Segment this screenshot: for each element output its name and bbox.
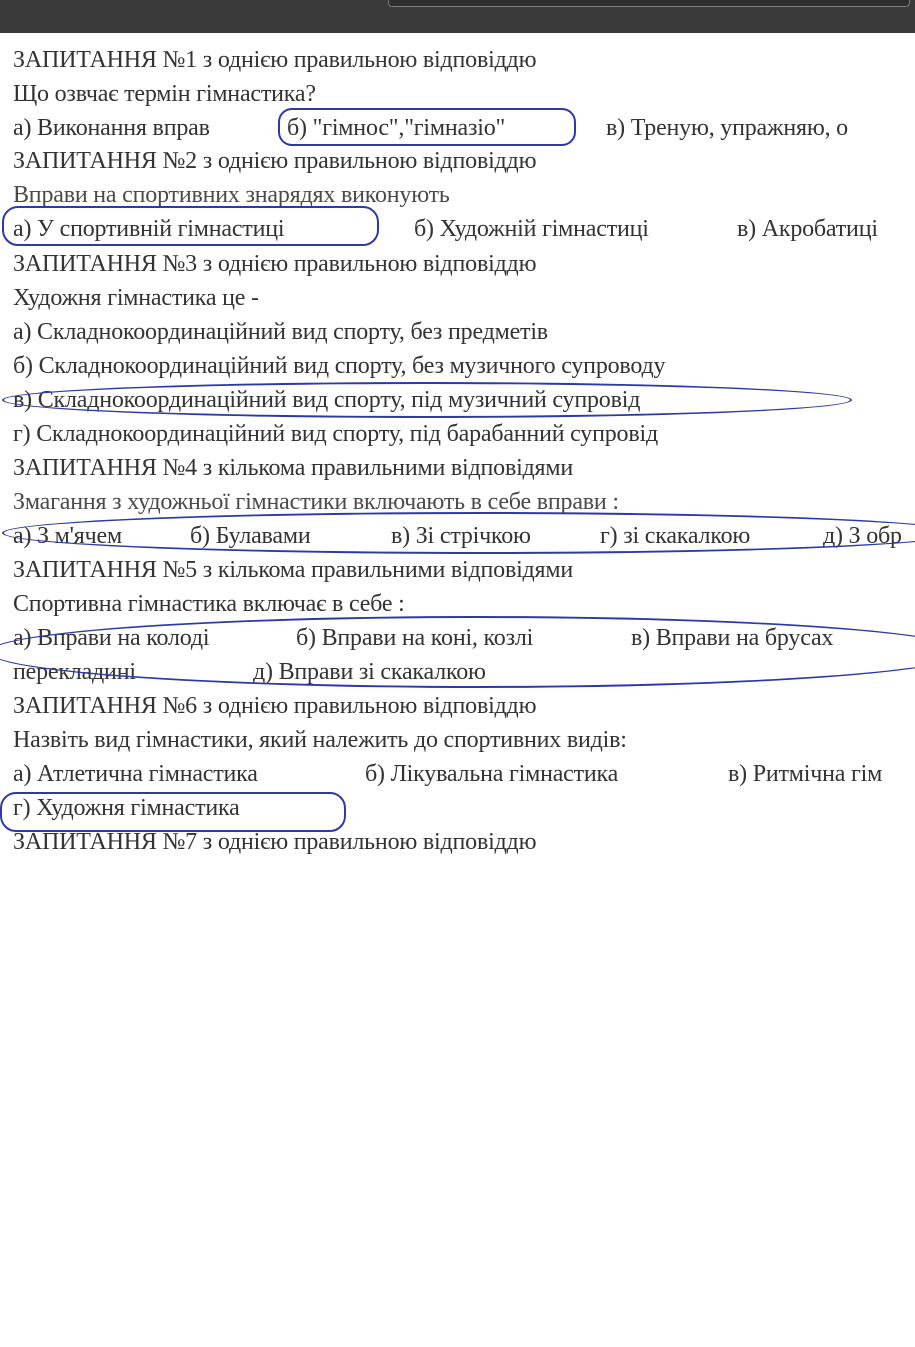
q3-option-b: б) Складнокоординаційний вид спорту, без музичного супроводу [13, 353, 666, 379]
q6-options [13, 758, 915, 790]
q3-text: Художня гімнастика це - [13, 285, 259, 311]
q3-answer-circle [2, 382, 852, 418]
q3-title: ЗАПИТАННЯ №3 з однією правильною відповіддю [13, 251, 537, 277]
q3-option-c: в) Складнокоординаційний вид спорту, під музичний супровід [13, 387, 641, 413]
q2-option-a: а) У спортивній гімнастиці [13, 216, 285, 242]
q4-option-e: д) З обр [823, 523, 902, 549]
q5-option-b: б) Вправи на коні, козлі [296, 625, 534, 651]
q4-option-d: г) зі скакалкою [600, 523, 751, 549]
q6-option-c: в) Ритмічна гім [728, 761, 883, 787]
q4-answer-circle [2, 512, 915, 554]
q4-text: Змагання з художньої гімнастики включають в себе вправи : [13, 489, 619, 515]
q2-text: Вправи на спортивних знарядях виконують [13, 182, 450, 208]
q6-option-b: б) Лікувальна гімнастика [365, 761, 619, 787]
q5-option-a: а) Вправи на колоді [13, 625, 210, 651]
q5-title: ЗАПИТАННЯ №5 з кількома правильними відповідями [13, 557, 574, 583]
q2-option-c: в) Акробатиці [737, 216, 878, 242]
q6-text: Назвіть вид гімнастики, який належить до спортивних видів: [13, 727, 627, 753]
q4-option-c: в) Зі стрічкою [391, 523, 531, 549]
q1-answer-circle [278, 108, 576, 146]
q6-title: ЗАПИТАННЯ №6 з однією правильною відповіддю [13, 693, 537, 719]
q4-option-b: б) Булавами [190, 523, 311, 549]
q5-answer-circle [0, 616, 915, 688]
q7-title: ЗАПИТАННЯ №7 з однією правильною відповіддю [13, 829, 537, 855]
q1-option-c: в) Треную, упражняю, о [606, 115, 848, 141]
q6-option-a: а) Атлетична гімнастика [13, 761, 258, 787]
q1-title: ЗАПИТАННЯ №1 з однією правильною відповіддю [13, 47, 537, 73]
q5-option-d: д) Вправи зі скакалкою [253, 659, 486, 685]
q2-answer-circle [2, 206, 379, 246]
q3-option-a: а) Складнокоординаційний вид спорту, без предметів [13, 319, 548, 345]
q6-option-d: г) Художня гімнастика [13, 795, 240, 821]
q5-option-c: в) Вправи на брусах [631, 625, 834, 651]
q3-option-d: г) Складнокоординаційний вид спорту, під барабанний супровід [13, 421, 658, 447]
q4-title: ЗАПИТАННЯ №4 з кількома правильними відповідями [13, 455, 574, 481]
q1-option-a: а) Виконання вправ [13, 115, 210, 141]
q1-option-b: б) "гімнос","гімназіо" [287, 115, 506, 141]
q5-option-g-cont: перекладині [13, 659, 136, 685]
q5-text: Спортивна гімнастика включає в себе : [13, 591, 405, 617]
q1-text: Що озвчає термін гімнастика? [13, 81, 316, 107]
q2-option-b: б) Художній гімнастиці [414, 216, 649, 242]
q2-title: ЗАПИТАННЯ №2 з однією правильною відповіддю [13, 148, 537, 174]
q4-option-a: а) З м'ячем [13, 523, 122, 549]
